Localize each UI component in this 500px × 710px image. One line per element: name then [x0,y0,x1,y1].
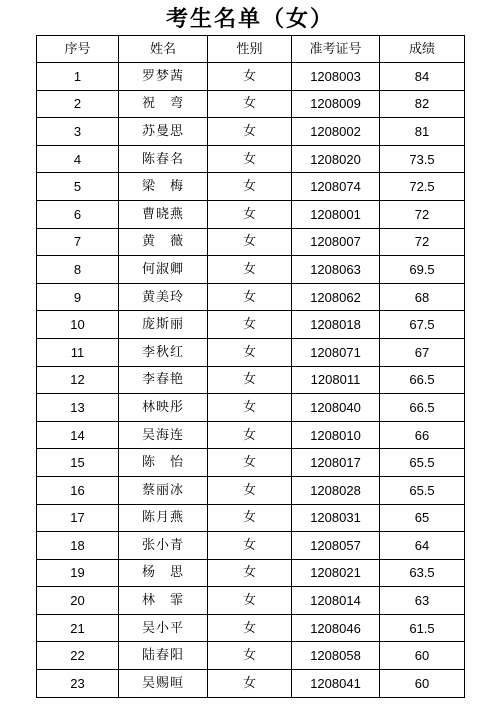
cell-sex: 女 [208,614,292,642]
cell-exam-id: 1208062 [292,283,380,311]
table-row [37,366,465,394]
cell-exam-id: 1208028 [292,476,380,504]
cell-no: 8 [37,256,119,284]
cell-sex: 女 [208,670,292,698]
cell-score: 81 [380,118,465,146]
table-row [37,311,465,339]
cell-sex: 女 [208,256,292,284]
cell-exam-id: 1208074 [292,173,380,201]
cell-name: 何淑卿 [119,256,208,284]
column-header-sex: 性别 [208,36,292,63]
cell-sex: 女 [208,90,292,118]
table-row [37,173,465,201]
table-row [37,394,465,422]
cell-score: 63.5 [380,559,465,587]
cell-sex: 女 [208,311,292,339]
cell-no: 22 [37,642,119,670]
cell-no: 12 [37,366,119,394]
cell-no: 2 [37,90,119,118]
cell-exam-id: 1208010 [292,421,380,449]
candidate-table [36,35,465,698]
table-body [37,63,465,698]
cell-no: 4 [37,145,119,173]
cell-name: 吴赐晅 [119,670,208,698]
cell-name: 陈春名 [119,145,208,173]
cell-exam-id: 1208058 [292,642,380,670]
cell-score: 60 [380,642,465,670]
table-row [37,118,465,146]
cell-name: 陈 怡 [119,449,208,477]
cell-sex: 女 [208,449,292,477]
table-row [37,228,465,256]
cell-score: 82 [380,90,465,118]
cell-exam-id: 1208063 [292,256,380,284]
cell-score: 66.5 [380,394,465,422]
cell-sex: 女 [208,145,292,173]
cell-sex: 女 [208,338,292,366]
cell-no: 3 [37,118,119,146]
cell-exam-id: 1208017 [292,449,380,477]
table-row [37,614,465,642]
cell-exam-id: 1208011 [292,366,380,394]
cell-sex: 女 [208,642,292,670]
cell-no: 11 [37,338,119,366]
cell-name: 蔡丽冰 [119,476,208,504]
cell-no: 14 [37,421,119,449]
cell-score: 72 [380,228,465,256]
cell-exam-id: 1208040 [292,394,380,422]
cell-name: 罗梦茜 [119,63,208,91]
cell-no: 16 [37,476,119,504]
cell-name: 黄 薇 [119,228,208,256]
cell-exam-id: 1208002 [292,118,380,146]
table-row [37,338,465,366]
cell-name: 梁 梅 [119,173,208,201]
cell-name: 李春艳 [119,366,208,394]
table-row [37,504,465,532]
cell-no: 6 [37,200,119,228]
cell-no: 7 [37,228,119,256]
cell-sex: 女 [208,63,292,91]
cell-score: 65.5 [380,476,465,504]
cell-name: 陆春阳 [119,642,208,670]
cell-no: 20 [37,587,119,615]
cell-name: 林 霏 [119,587,208,615]
cell-score: 66.5 [380,366,465,394]
cell-no: 15 [37,449,119,477]
cell-no: 5 [37,173,119,201]
cell-no: 19 [37,559,119,587]
column-header-id: 准考证号 [292,36,380,63]
table-row [37,63,465,91]
cell-exam-id: 1208041 [292,670,380,698]
cell-name: 李秋红 [119,338,208,366]
cell-score: 63 [380,587,465,615]
cell-exam-id: 1208007 [292,228,380,256]
cell-sex: 女 [208,587,292,615]
cell-sex: 女 [208,228,292,256]
cell-name: 苏曼思 [119,118,208,146]
table-row [37,587,465,615]
cell-sex: 女 [208,118,292,146]
column-header-name: 姓名 [119,36,208,63]
cell-sex: 女 [208,283,292,311]
cell-sex: 女 [208,173,292,201]
cell-score: 66 [380,421,465,449]
cell-score: 72.5 [380,173,465,201]
cell-exam-id: 1208046 [292,614,380,642]
table-row [37,283,465,311]
header-row [37,36,465,63]
cell-score: 68 [380,283,465,311]
cell-no: 9 [37,283,119,311]
cell-exam-id: 1208071 [292,338,380,366]
cell-no: 21 [37,614,119,642]
table-row [37,476,465,504]
cell-score: 67.5 [380,311,465,339]
table-header [37,36,465,63]
cell-exam-id: 1208031 [292,504,380,532]
cell-name: 林映彤 [119,394,208,422]
cell-sex: 女 [208,394,292,422]
cell-exam-id: 1208003 [292,63,380,91]
cell-score: 84 [380,63,465,91]
cell-sex: 女 [208,559,292,587]
cell-exam-id: 1208009 [292,90,380,118]
table-row [37,200,465,228]
cell-sex: 女 [208,504,292,532]
table-row [37,642,465,670]
table-row [37,90,465,118]
table-row [37,449,465,477]
table-row [37,145,465,173]
cell-name: 祝 弯 [119,90,208,118]
cell-score: 69.5 [380,256,465,284]
cell-name: 杨 思 [119,559,208,587]
cell-sex: 女 [208,476,292,504]
cell-score: 67 [380,338,465,366]
column-header-no: 序号 [37,36,119,63]
table-row [37,256,465,284]
cell-score: 65 [380,504,465,532]
cell-name: 张小青 [119,532,208,560]
cell-score: 65.5 [380,449,465,477]
cell-sex: 女 [208,366,292,394]
cell-score: 72 [380,200,465,228]
cell-no: 10 [37,311,119,339]
cell-score: 64 [380,532,465,560]
cell-exam-id: 1208014 [292,587,380,615]
cell-score: 61.5 [380,614,465,642]
cell-exam-id: 1208020 [292,145,380,173]
cell-name: 庞斯丽 [119,311,208,339]
table-row [37,670,465,698]
cell-sex: 女 [208,421,292,449]
cell-no: 1 [37,63,119,91]
cell-score: 73.5 [380,145,465,173]
column-header-score: 成绩 [380,36,465,63]
cell-sex: 女 [208,200,292,228]
cell-score: 60 [380,670,465,698]
table-row [37,559,465,587]
cell-name: 吴小平 [119,614,208,642]
cell-name: 黄美玲 [119,283,208,311]
cell-exam-id: 1208001 [292,200,380,228]
cell-name: 曹晓燕 [119,200,208,228]
cell-no: 17 [37,504,119,532]
table-row [37,421,465,449]
cell-sex: 女 [208,532,292,560]
cell-exam-id: 1208018 [292,311,380,339]
cell-name: 吴海连 [119,421,208,449]
cell-exam-id: 1208057 [292,532,380,560]
cell-name: 陈月燕 [119,504,208,532]
table-row [37,532,465,560]
page-title: 考生名单（女） [165,7,334,32]
cell-exam-id: 1208021 [292,559,380,587]
cell-no: 23 [37,670,119,698]
cell-no: 18 [37,532,119,560]
cell-no: 13 [37,394,119,422]
